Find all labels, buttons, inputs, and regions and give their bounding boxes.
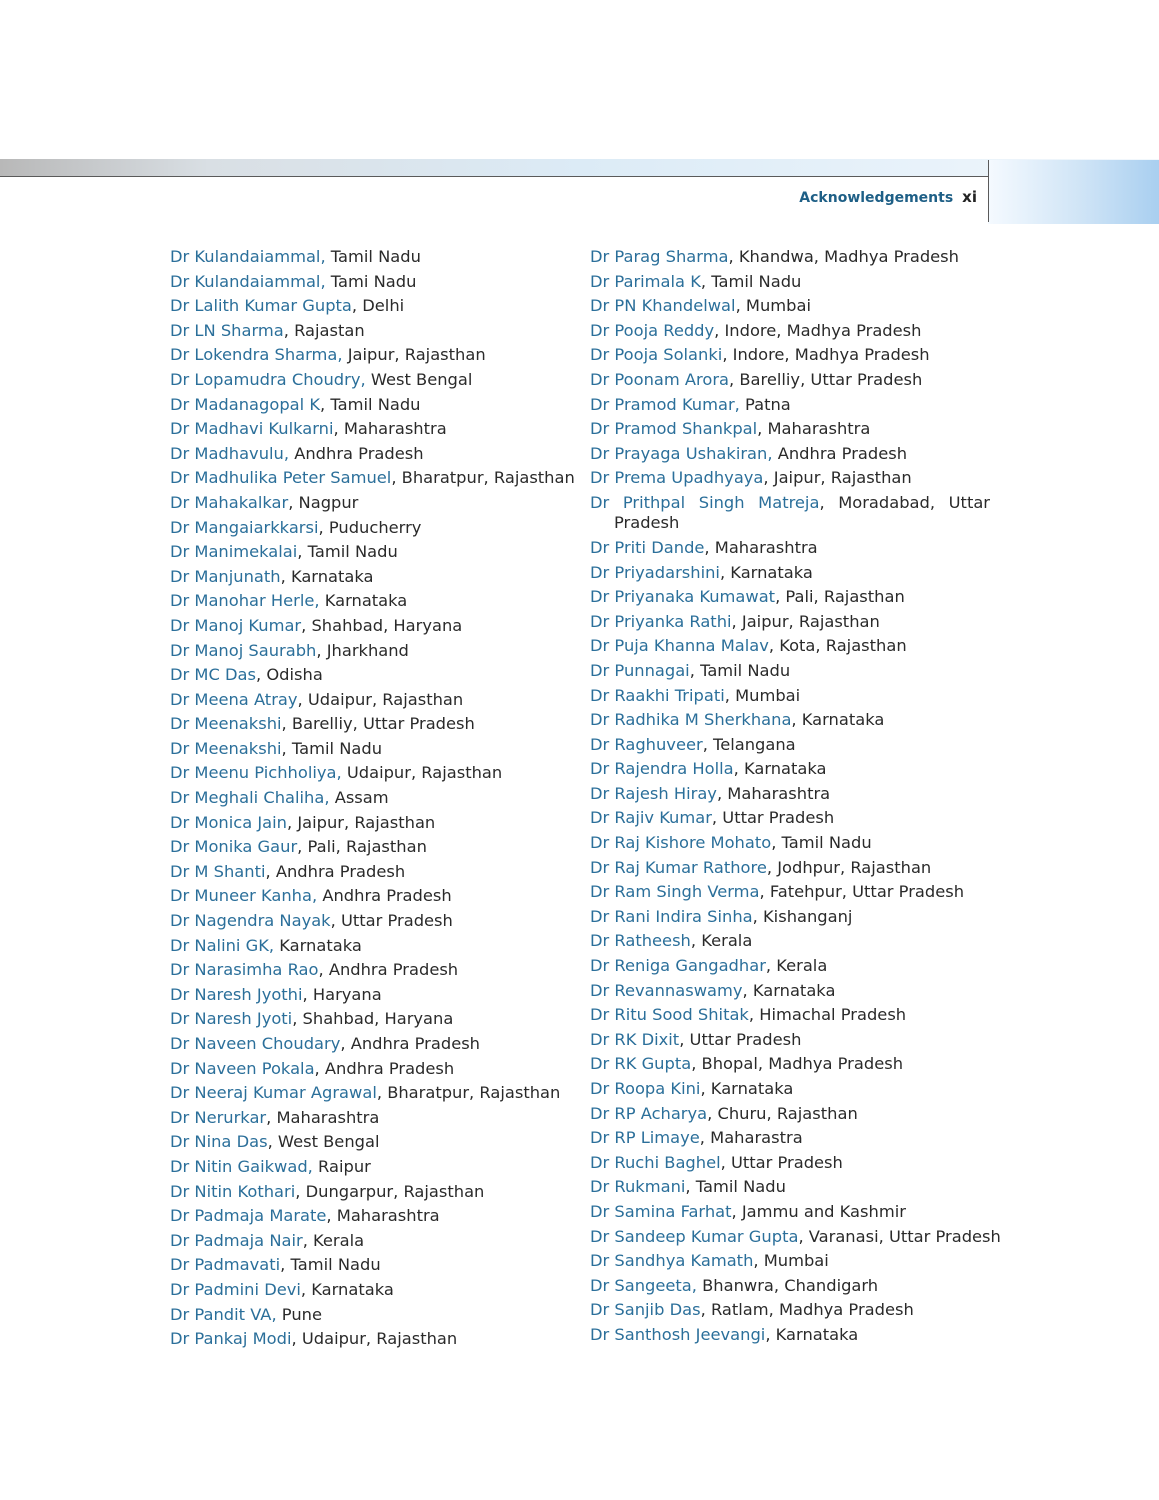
acknowledgement-entry <box>170 934 580 959</box>
person-name: Dr Rajendra Holla <box>590 759 734 779</box>
page-number: xi <box>962 188 977 206</box>
location: , Uttar Pradesh <box>720 1152 843 1172</box>
acknowledgement-entry <box>590 757 990 782</box>
person-name: Dr Nitin Kothari <box>170 1181 296 1201</box>
acknowledgement-entry <box>590 954 990 979</box>
acknowledgement-entry <box>170 1155 580 1180</box>
acknowledgement-entry <box>170 1081 580 1106</box>
acknowledgement-entry <box>590 708 990 733</box>
location: Udaipur, Rajasthan <box>341 763 503 783</box>
person-name: Dr Ratheesh <box>590 931 691 951</box>
location: , Shahbad, Haryana <box>301 615 463 635</box>
location: Karnataka <box>319 591 408 611</box>
running-header <box>799 188 977 210</box>
acknowledgement-entry <box>170 761 580 786</box>
person-name: Dr Ram Singh Verma <box>590 882 760 902</box>
person-name: Dr Meghali Chaliha, <box>170 788 330 808</box>
person-name: Dr Priyadarshini <box>590 562 720 582</box>
acknowledgement-entry <box>170 589 580 614</box>
acknowledgement-entry <box>590 245 990 270</box>
person-name: Dr Sandhya Kamath <box>590 1251 754 1271</box>
location: Raipur <box>312 1156 371 1176</box>
person-name: Dr Rajesh Hiray <box>590 783 717 803</box>
acknowledgement-entry <box>590 1249 990 1274</box>
location: , Karnataka <box>719 562 813 582</box>
location: , Fatehpur, Uttar Pradesh <box>759 882 965 902</box>
acknowledgement-entry <box>170 270 580 295</box>
person-name: Dr LN Sharma <box>170 320 284 340</box>
acknowledgement-entry <box>590 1151 990 1176</box>
location: , Udaipur, Rajasthan <box>297 689 464 709</box>
location: Karnataka <box>274 935 362 955</box>
acknowledgement-entry <box>590 270 990 295</box>
acknowledgement-entry <box>170 1278 580 1303</box>
acknowledgement-entry <box>170 1106 580 1131</box>
acknowledgement-entry <box>590 610 990 635</box>
person-name: Dr Santhosh Jeevangi <box>590 1324 766 1344</box>
location: , Jodhpur, Rajasthan <box>766 857 932 877</box>
person-name: Dr Manoj Kumar <box>170 615 302 635</box>
acknowledgement-entry <box>170 835 580 860</box>
location: , West Bengal <box>267 1132 380 1152</box>
location: , Tamil Nadu <box>689 660 791 680</box>
person-name: Dr Pankaj Modi <box>170 1329 292 1349</box>
acknowledgement-entry <box>170 786 580 811</box>
acknowledgement-entry <box>170 884 580 909</box>
acknowledgement-entry <box>170 245 580 270</box>
person-name: Dr RK Gupta <box>590 1054 692 1074</box>
acknowledgement-entry <box>170 1327 580 1352</box>
acknowledgement-entry <box>590 929 990 954</box>
acknowledgement-entry <box>170 466 580 491</box>
location: , Maharashtra <box>266 1107 380 1127</box>
location: , Karnataka <box>300 1279 394 1299</box>
person-name: Dr Monica Jain <box>170 812 287 832</box>
person-name: Dr Raj Kishore Mohato <box>590 833 772 853</box>
acknowledgement-entry <box>170 1032 580 1057</box>
acknowledgement-entry <box>590 979 990 1004</box>
acknowledgement-entry <box>170 516 580 541</box>
person-name: Dr Madhulika Peter Samuel <box>170 468 392 488</box>
location: Jaipur, Rajasthan <box>342 345 486 365</box>
person-name: Dr Pramod Shankpal <box>590 419 758 439</box>
person-name: Dr Madanagopal K <box>170 394 321 414</box>
person-name: Dr Raj Kumar Rathore <box>590 857 767 877</box>
person-name: Dr Pooja Solanki <box>590 345 723 365</box>
location: , Andhra Pradesh <box>318 960 459 980</box>
location: , Churu, Rajasthan <box>707 1103 858 1123</box>
location: , Odisha <box>256 665 323 685</box>
location: , Indore, Madhya Pradesh <box>714 320 922 340</box>
person-name: Dr Rukmani <box>590 1177 686 1197</box>
location: West Bengal <box>365 369 473 389</box>
location: , Dungarpur, Rajasthan <box>295 1181 485 1201</box>
person-name: Dr Roopa Kini <box>590 1079 701 1098</box>
person-name: Dr Nerurkar <box>170 1107 267 1127</box>
location: , Maharashtra <box>757 419 871 439</box>
acknowledgement-entry <box>170 1204 580 1229</box>
acknowledgement-entry <box>170 614 580 639</box>
acknowledgement-entry <box>590 880 990 905</box>
acknowledgement-entry <box>590 466 990 491</box>
person-name: Dr Manohar Herle, <box>170 591 320 611</box>
location: , Barelliy, Uttar Pradesh <box>281 714 475 734</box>
location: , Uttar Pradesh <box>711 808 835 828</box>
acknowledgement-entry <box>590 417 990 442</box>
acknowledgement-entry <box>590 343 990 368</box>
location: Patna <box>739 394 791 414</box>
acknowledgement-entry <box>170 639 580 664</box>
person-name: Dr Nagendra Nayak <box>170 911 331 931</box>
person-name: Dr Prema Upadhyaya <box>590 468 764 488</box>
acknowledgement-entry <box>590 684 990 709</box>
acknowledgement-entry <box>170 565 580 590</box>
person-name: Dr M Shanti <box>170 861 266 881</box>
acknowledgement-entry <box>170 1130 580 1155</box>
person-name: Dr Kulandaiammal, <box>170 247 326 266</box>
person-name: Dr Neeraj Kumar Agrawal <box>170 1083 377 1103</box>
location: , Moradabad, Uttar Pradesh <box>614 492 990 533</box>
person-name: Dr Mahakalkar <box>170 492 289 512</box>
person-name: Dr Monika Gaur <box>170 837 298 857</box>
location: , Tamil Nadu <box>700 271 802 291</box>
person-name: Dr Mangaiarkkarsi <box>170 517 319 537</box>
person-name: Dr Poonam Arora <box>590 369 730 389</box>
location: , Delhi <box>351 296 405 316</box>
location: , Tamil Nadu <box>297 542 398 562</box>
acknowledgement-entry <box>590 442 990 467</box>
location: , Maharashtra <box>333 419 447 439</box>
location: , Uttar Pradesh <box>330 911 453 931</box>
person-name: Dr Manjunath <box>170 566 281 586</box>
person-name: Dr Naveen Pokala <box>170 1058 315 1078</box>
location: , Kerala <box>690 931 753 951</box>
acknowledgement-entry <box>590 1274 990 1299</box>
person-name: Dr Madhavi Kulkarni <box>170 419 334 439</box>
header-gradient-band <box>0 159 1159 177</box>
location: , Himachal Pradesh <box>748 1005 907 1025</box>
location: , Rajastan <box>283 320 365 340</box>
person-name: Dr PN Khandelwal <box>590 296 736 316</box>
location: Pune <box>276 1304 322 1324</box>
person-name: Dr Parag Sharma <box>590 247 729 266</box>
acknowledgement-entry <box>590 319 990 344</box>
person-name: Dr Padmaja Marate <box>170 1206 327 1226</box>
acknowledgement-entry <box>170 343 580 368</box>
person-name: Dr Meenu Pichholiya, <box>170 763 342 783</box>
person-name: Dr Prithpal Singh Matreja <box>590 492 820 512</box>
person-name: Dr Radhika M Sherkhana <box>590 710 792 730</box>
location: , Tamil Nadu <box>685 1177 786 1197</box>
running-header-title: Acknowledgements <box>799 190 954 206</box>
location: , Puducherry <box>318 517 422 537</box>
location: , Karnataka <box>280 566 374 586</box>
person-name: Dr Lokendra Sharma, <box>170 345 343 365</box>
person-name: Dr Nitin Gaikwad, <box>170 1156 313 1176</box>
person-name: Dr Pooja Reddy <box>590 320 715 340</box>
person-name: Dr Prayaga Ushakiran, <box>590 443 773 463</box>
location: , Karnataka <box>765 1324 859 1344</box>
acknowledgement-entry <box>170 368 580 393</box>
location: , Maharashtra <box>326 1206 440 1226</box>
acknowledgement-entry <box>170 712 580 737</box>
location: , Karnataka <box>700 1079 794 1098</box>
person-name: Dr Naveen Choudary <box>170 1034 341 1053</box>
acknowledgement-entry <box>170 1303 580 1328</box>
acknowledgement-entry <box>590 806 990 831</box>
acknowledgement-entry <box>590 856 990 881</box>
acknowledgement-list-left <box>170 245 580 1352</box>
acknowledgement-entry <box>590 368 990 393</box>
person-name: Dr Priyanaka Kumawat <box>590 587 776 607</box>
person-name: Dr Pramod Kumar, <box>590 394 740 414</box>
location: , Kerala <box>302 1230 365 1250</box>
acknowledgement-entry <box>170 688 580 713</box>
location: , Mumbai <box>753 1251 829 1271</box>
acknowledgement-entry <box>590 294 990 319</box>
person-name: Dr Manimekalai <box>170 542 298 562</box>
person-name: Dr Priti Dande <box>590 537 705 557</box>
acknowledgement-entry <box>590 659 990 684</box>
location: , Karnataka <box>791 710 885 730</box>
person-name: Dr Pandit VA, <box>170 1304 277 1324</box>
person-name: Dr Rajiv Kumar <box>590 808 712 828</box>
location: , Varanasi, Uttar Pradesh <box>798 1226 1001 1246</box>
person-name: Dr Punnagai <box>590 660 690 680</box>
person-name: Dr Nina Das <box>170 1132 268 1152</box>
location: , Mumbai <box>735 296 811 316</box>
location: , Ratlam, Madhya Pradesh <box>700 1300 914 1320</box>
person-name: Dr Padmavati <box>170 1255 281 1275</box>
location: , Pali, Rajasthan <box>775 587 905 607</box>
person-name: Dr Nalini GK, <box>170 935 275 955</box>
acknowledgement-entry <box>170 294 580 319</box>
acknowledgement-entry <box>170 811 580 836</box>
acknowledgement-entry <box>170 737 580 762</box>
person-name: Dr Sangeeta, <box>590 1275 697 1295</box>
location: , Udaipur, Rajasthan <box>291 1329 458 1349</box>
acknowledgement-entry <box>590 1077 990 1102</box>
location: Andhra Pradesh <box>289 443 424 463</box>
location: , Tamil Nadu <box>280 1255 381 1275</box>
person-name: Dr Narasimha Rao <box>170 960 319 980</box>
acknowledgement-entry <box>170 958 580 983</box>
person-name: Dr Sanjib Das <box>590 1300 701 1320</box>
person-name: Dr Kulandaiammal, <box>170 271 326 291</box>
acknowledgement-entry <box>170 909 580 934</box>
person-name: Dr Manoj Saurabh <box>170 640 317 660</box>
person-name: Dr RK Dixit <box>590 1029 680 1049</box>
acknowledgement-list-right <box>590 245 1001 1348</box>
acknowledgement-entry <box>590 1175 990 1200</box>
location: , Bharatpur, Rajasthan <box>376 1083 561 1103</box>
location: , Tamil Nadu <box>771 833 872 853</box>
acknowledgement-entry <box>590 905 990 930</box>
person-name: Dr Meena Atray <box>170 689 298 709</box>
location: , Kerala <box>765 956 828 976</box>
acknowledgement-entry <box>170 983 580 1008</box>
location: , Kota, Rajasthan <box>768 636 907 656</box>
location: , Jharkhand <box>316 640 409 660</box>
person-name: Dr Lalith Kumar Gupta <box>170 296 352 316</box>
location: , Pali, Rajasthan <box>297 837 427 857</box>
location: , Andhra Pradesh <box>265 861 406 881</box>
location: , Telangana <box>702 734 796 754</box>
acknowledgement-entry <box>590 1102 990 1127</box>
acknowledgement-entry <box>590 493 990 534</box>
acknowledgement-entry <box>170 393 580 418</box>
location: Andhra Pradesh <box>317 886 452 906</box>
person-name: Dr Rani Indira Sinha <box>590 906 753 926</box>
acknowledgement-entry <box>590 831 990 856</box>
location: , Maharastra <box>699 1128 803 1148</box>
person-name: Dr RP Limaye <box>590 1128 700 1148</box>
location: Andhra Pradesh <box>772 443 908 463</box>
person-name: Dr Naresh Jyoti <box>170 1009 293 1029</box>
person-name: Dr Reniga Gangadhar <box>590 956 766 976</box>
person-name: Dr Revannaswamy <box>590 980 743 1000</box>
location: , Nagpur <box>288 492 359 512</box>
person-name: Dr Padmini Devi <box>170 1279 301 1299</box>
person-name: Dr RP Acharya <box>590 1103 708 1123</box>
acknowledgement-entry <box>590 561 990 586</box>
person-name: Dr MC Das <box>170 665 256 685</box>
person-name: Dr Raakhi Tripati <box>590 685 725 705</box>
location: , Shahbad, Haryana <box>292 1009 454 1029</box>
acknowledgement-entry <box>590 1126 990 1151</box>
acknowledgement-entry <box>590 393 990 418</box>
acknowledgement-entry <box>170 1057 580 1082</box>
location: , Bhopal, Madhya Pradesh <box>691 1054 904 1074</box>
location: , Uttar Pradesh <box>679 1029 802 1049</box>
location: , Andhra Pradesh <box>340 1034 481 1053</box>
acknowledgement-entry <box>590 585 990 610</box>
location: , Barelliy, Uttar Pradesh <box>729 369 923 389</box>
acknowledgement-entry <box>590 1200 990 1225</box>
acknowledgement-entry <box>170 1253 580 1278</box>
location: , Mumbai <box>724 685 801 705</box>
person-name: Dr Ritu Sood Shitak <box>590 1005 749 1025</box>
location: Tamil Nadu <box>325 247 421 266</box>
acknowledgement-entry <box>170 1229 580 1254</box>
location: , Bharatpur, Rajasthan <box>391 468 575 488</box>
person-name: Dr Madhavulu, <box>170 443 290 463</box>
acknowledgement-entry <box>590 536 990 561</box>
acknowledgement-entry <box>590 1298 990 1323</box>
location: , Tamil Nadu <box>320 394 421 414</box>
acknowledgement-entry <box>590 1225 1001 1250</box>
location: , Tamil Nadu <box>281 738 383 758</box>
location: , Kishanganj <box>752 906 853 926</box>
location: , Jaipur, Rajasthan <box>763 468 912 488</box>
acknowledgement-entry <box>590 1028 990 1053</box>
acknowledgement-entry <box>590 1052 990 1077</box>
acknowledgement-entry <box>590 1323 990 1348</box>
location: , Jammu and Kashmir <box>731 1201 906 1221</box>
location: , Indore, Madhya Pradesh <box>722 345 930 365</box>
location: , Maharashtra <box>716 783 831 803</box>
location: , Haryana <box>302 984 382 1004</box>
person-name: Dr Raghuveer <box>590 734 703 754</box>
location: , Khandwa, Madhya Pradesh <box>728 247 959 266</box>
location: , Maharashtra <box>704 537 818 557</box>
acknowledgement-entry <box>170 417 580 442</box>
location: , Jaipur, Rajasthan <box>731 611 880 631</box>
corner-tab <box>988 160 1159 224</box>
location: , Karnataka <box>733 759 827 779</box>
location: Assam <box>329 788 389 808</box>
acknowledgement-entry <box>590 1003 990 1028</box>
person-name: Dr Meenakshi <box>170 738 282 758</box>
acknowledgement-entry <box>170 1180 580 1205</box>
acknowledgement-entry <box>170 491 580 516</box>
person-name: Dr Puja Khanna Malav <box>590 636 769 656</box>
person-name: Dr Padmaja Nair <box>170 1230 303 1250</box>
person-name: Dr Sandeep Kumar Gupta <box>590 1226 799 1246</box>
acknowledgement-entry <box>170 860 580 885</box>
acknowledgement-entry <box>170 1007 580 1032</box>
person-name: Dr Ruchi Baghel <box>590 1152 721 1172</box>
acknowledgement-entry <box>590 782 990 807</box>
acknowledgement-entry <box>170 540 580 565</box>
acknowledgement-entry <box>170 663 580 688</box>
person-name: Dr Naresh Jyothi <box>170 984 303 1004</box>
location: , Karnataka <box>742 980 836 1000</box>
location: Bhanwra, Chandigarh <box>696 1275 879 1295</box>
location: , Andhra Pradesh <box>314 1058 455 1078</box>
acknowledgement-entry <box>590 634 990 659</box>
person-name: Dr Muneer Kanha, <box>170 886 318 906</box>
acknowledgement-entry <box>170 319 580 344</box>
header-rule <box>0 176 1028 177</box>
person-name: Dr Meenakshi <box>170 714 282 734</box>
header-divider <box>988 160 989 222</box>
person-name: Dr Samina Farhat <box>590 1201 732 1221</box>
person-name: Dr Lopamudra Choudry, <box>170 369 366 389</box>
location: , Jaipur, Rajasthan <box>286 812 436 832</box>
acknowledgement-entry <box>590 733 990 758</box>
person-name: Dr Parimala K <box>590 271 701 291</box>
person-name: Dr Priyanka Rathi <box>590 611 732 631</box>
acknowledgement-entry <box>170 442 580 467</box>
location: Tami Nadu <box>325 271 417 291</box>
